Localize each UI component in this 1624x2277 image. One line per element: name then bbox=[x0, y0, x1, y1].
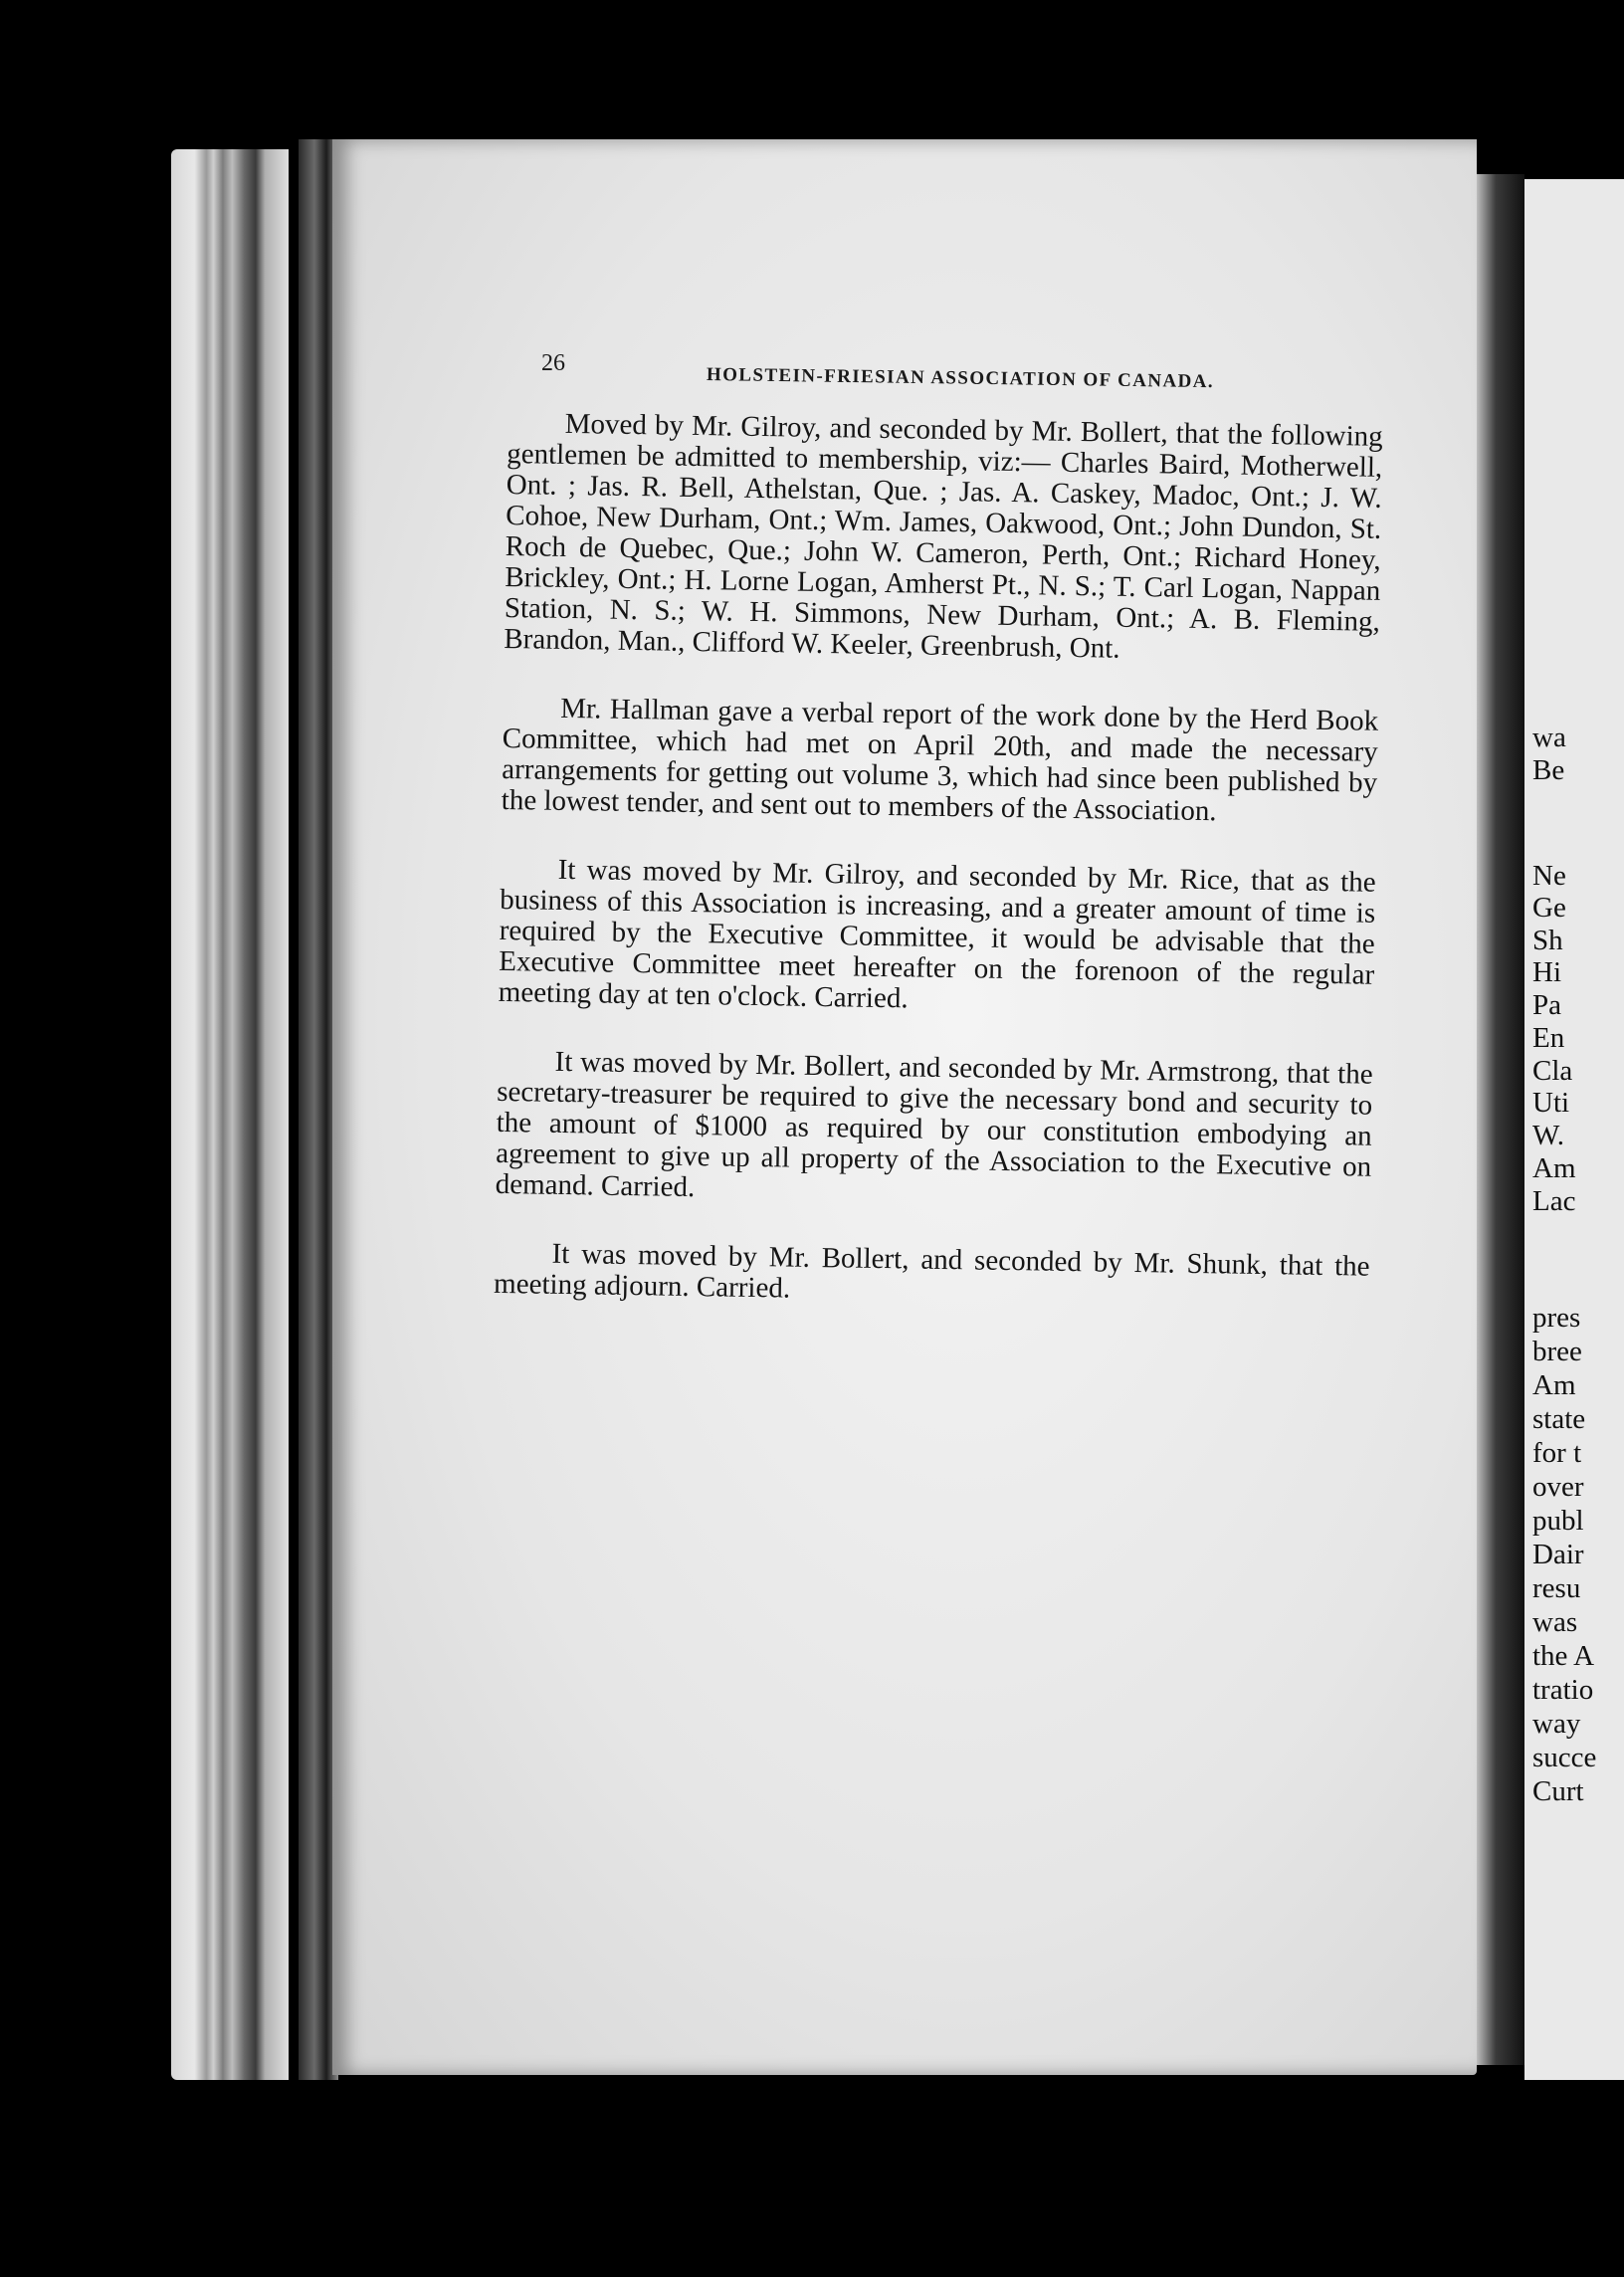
facing-fragment: Am bbox=[1532, 1152, 1576, 1184]
page-number: 26 bbox=[541, 350, 565, 376]
facing-fragment: bree bbox=[1532, 1336, 1582, 1367]
paragraph-executive-meeting: It was moved by Mr. Gilroy, and seconded by Mr. Rice, that as the business of this Association is increasing, and a greater amount of time is required by the Executive Committee, it would be advisable that the Executive Committee meet hereafter on the forenoon of the regular meeting day at ten o'clock. Carried. bbox=[498, 853, 1376, 1015]
facing-fragment: tratio bbox=[1532, 1674, 1594, 1706]
facing-fragment: Sh bbox=[1532, 925, 1563, 956]
paragraph-membership: Moved by Mr. Gilroy, and seconded by Mr. Bollert, that the following gentlemen be admitted to membership, viz:— Charles Baird, Motherwell, Ont. ; Jas. R. Bell, Athelstan, Que. ; Jas. A. Caskey, Madoc, Ont.; J. W. Cohoe, New Durham, Ont.; Wm. James, Oakwood, Ont.; John Dundon, St. Roch de Quebec, Que.; John W. Cameron, Perth, Ont.; Richard Honey, Brickley, Ont.; H. Lorne Logan, Amherst Pt., N. S.; T. Carl Logan, Nappan Station, N. S.; W. H. Simmons, New Durham, Ont.; A. B. Fleming, Brandon, Man., Clifford W. Keeler, Greenbrush, Ont. bbox=[504, 407, 1383, 665]
facing-fragment: Lac bbox=[1532, 1185, 1576, 1217]
facing-fragment: En bbox=[1532, 1022, 1565, 1054]
facing-fragment: Cla bbox=[1532, 1055, 1573, 1087]
running-head: HOLSTEIN-FRIESIAN ASSOCIATION OF CANADA. bbox=[706, 364, 1215, 393]
facing-fragment: for t bbox=[1532, 1437, 1582, 1469]
facing-fragment: over bbox=[1532, 1471, 1584, 1503]
facing-fragment: resu bbox=[1532, 1572, 1581, 1604]
facing-fragment: was bbox=[1532, 1606, 1578, 1638]
facing-fragment: Be bbox=[1532, 754, 1565, 786]
facing-fragment: Curt bbox=[1532, 1775, 1584, 1807]
facing-fragment: wa bbox=[1532, 722, 1566, 753]
facing-fragment: pres bbox=[1532, 1302, 1581, 1334]
paragraph-herd-book-report: Mr. Hallman gave a verbal report of the work done by the Herd Book Committee, which had met on April 20th, and made the necessary arrangements for getting out volume 3, which had since been published by the lowest tender, and sent out to members of the Association. bbox=[501, 692, 1379, 828]
page-body bbox=[494, 408, 1383, 1314]
facing-fragment: way bbox=[1532, 1708, 1581, 1740]
facing-fragment: Uti bbox=[1532, 1087, 1570, 1119]
paragraph-adjourn: It was moved by Mr. Bollert, and seconded by Mr. Shunk, that the meeting adjourn. Carried. bbox=[493, 1237, 1370, 1305]
facing-fragment: Pa bbox=[1532, 989, 1561, 1021]
facing-page-fragment bbox=[1524, 179, 1624, 2080]
facing-fragment: Dair bbox=[1532, 1539, 1584, 1570]
facing-fragment: Hi bbox=[1532, 956, 1561, 988]
facing-fragment: Ne bbox=[1532, 860, 1566, 892]
facing-fragment: W. bbox=[1532, 1120, 1564, 1151]
facing-fragment: state bbox=[1532, 1403, 1586, 1435]
paragraph-bond-security: It was moved by Mr. Bollert, and seconded by Mr. Armstrong, that the secretary-treasurer be required to give the necessary bond and security to the amount of $1000 as required by our constitution embodying an agreement to give up all property of the Association to the Executive on demand. Carried. bbox=[495, 1045, 1373, 1204]
facing-fragment: publ bbox=[1532, 1505, 1584, 1537]
facing-fragment: succe bbox=[1532, 1742, 1597, 1773]
book-page-edges bbox=[171, 149, 289, 2080]
facing-fragment: Am bbox=[1532, 1369, 1576, 1401]
right-gutter-shadow bbox=[1477, 174, 1524, 2065]
facing-fragment: Ge bbox=[1532, 892, 1566, 924]
facing-fragment: the A bbox=[1532, 1640, 1595, 1672]
